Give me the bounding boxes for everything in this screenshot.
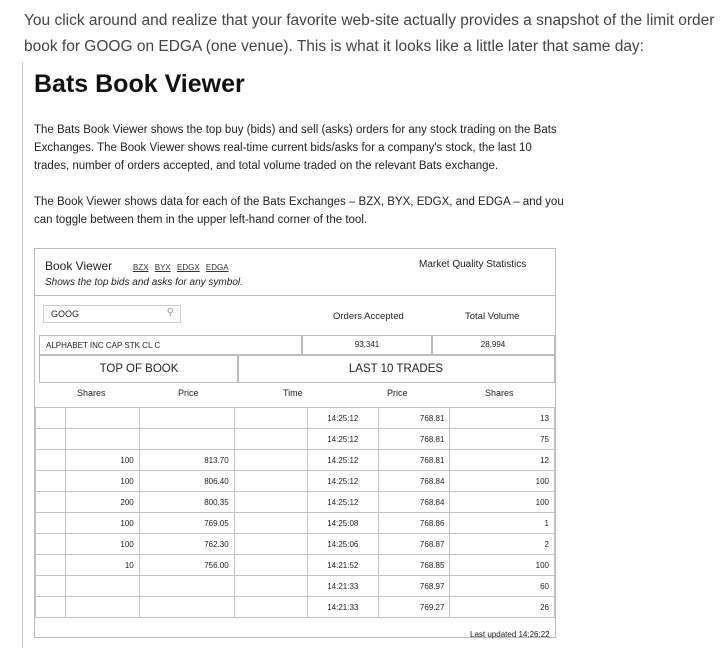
book-price-cell: 800.35 [139, 492, 234, 513]
trade-shares-cell: 1 [450, 513, 555, 534]
gutter-cell [36, 408, 66, 429]
book-shares-cell: 100 [65, 471, 139, 492]
description-paragraph-1: The Bats Book Viewer shows the top buy (bids) and sell (asks) orders for any stock trading on the Bats Exchanges. The Book Viewer shows real-time current bids/asks for a company's stock, the last 10 trades, number of orders accepted, and total volume traded on the relevant Bats exchange. [34, 124, 557, 172]
total-volume-value: 28,994 [431, 335, 555, 355]
book-shares-cell: 10 [65, 555, 139, 576]
divider [35, 295, 555, 296]
book-table [35, 407, 555, 618]
page-title: Bats Book Viewer [34, 70, 245, 98]
search-icon[interactable]: ⚲ [166, 307, 174, 318]
description-paragraph-2: The Book Viewer shows data for each of the Bats Exchanges – BZX, BYX, EDGX, and EDGA – and you can toggle between them in the upper left-hand corner of the tool. [34, 196, 564, 226]
book-shares-cell [65, 597, 139, 618]
trade-time-cell: 14:25:06 [307, 534, 378, 555]
table-row [36, 429, 555, 450]
book-viewer-label: Book Viewer [45, 259, 113, 273]
top-of-book-header: TOP OF BOOK [39, 355, 239, 383]
book-price-cell [139, 429, 234, 450]
book-price-cell: 756.00 [139, 555, 234, 576]
book-price-cell: 806.40 [139, 471, 234, 492]
col-header-time: Time [283, 388, 303, 398]
trade-time-cell: 14:25:12 [307, 429, 378, 450]
gutter-cell [36, 492, 66, 513]
intro-text: You click around and realize that your favorite web-site actually provides a snapshot of the limit order book for GOOG on EDGA (one venue). This is what it looks like a little later that same day: [24, 12, 715, 55]
table-row [36, 471, 555, 492]
gutter-cell [36, 597, 66, 618]
spacer-cell [234, 576, 307, 597]
book-viewer [34, 248, 556, 638]
trade-time-cell: 14:25:12 [307, 408, 378, 429]
viewer-header [45, 259, 233, 273]
exchange-link-byx[interactable]: BYX [154, 263, 171, 272]
book-shares-cell [65, 576, 139, 597]
market-quality-link[interactable]: Market Quality Statistics [419, 259, 527, 270]
book-shares-cell: 200 [65, 492, 139, 513]
book-shares-cell [65, 408, 139, 429]
spacer-cell [234, 534, 307, 555]
gutter-cell [36, 429, 66, 450]
trade-price-cell: 768.81 [379, 429, 450, 450]
trade-price-cell: 768.81 [379, 450, 450, 471]
table-row [36, 534, 555, 555]
book-shares-cell: 100 [65, 534, 139, 555]
table-row [36, 513, 555, 534]
book-price-cell [139, 408, 234, 429]
table-row [36, 576, 555, 597]
symbol-search-input[interactable] [43, 305, 181, 323]
trade-price-cell: 768.81 [379, 408, 450, 429]
trade-shares-cell: 75 [450, 429, 555, 450]
trade-time-cell: 14:21:52 [307, 555, 378, 576]
viewer-subtitle: Shows the top bids and asks for any symbol. [45, 277, 243, 288]
col-header-trade-price: Price [387, 388, 408, 398]
table-row [36, 492, 555, 513]
table-row [36, 597, 555, 618]
spacer-cell [234, 597, 307, 618]
spacer-cell [234, 450, 307, 471]
gutter-cell [36, 555, 66, 576]
trade-price-cell: 768.87 [379, 534, 450, 555]
spacer-cell [234, 471, 307, 492]
symbol-name: ALPHABET INC CAP STK CL C [46, 341, 161, 350]
gutter-cell [36, 450, 66, 471]
trade-shares-cell: 13 [450, 408, 555, 429]
search-value: GOOG [51, 309, 80, 319]
col-header-trade-shares: Shares [485, 388, 514, 398]
trade-price-cell: 768.84 [379, 492, 450, 513]
trade-time-cell: 14:25:12 [307, 450, 378, 471]
trade-shares-cell: 26 [450, 597, 555, 618]
trade-time-cell: 14:25:12 [307, 471, 378, 492]
spacer-cell [234, 408, 307, 429]
book-price-cell: 769.05 [139, 513, 234, 534]
trade-shares-cell: 60 [450, 576, 555, 597]
book-shares-cell: 100 [65, 450, 139, 471]
book-price-cell: 813.70 [139, 450, 234, 471]
trade-shares-cell: 100 [450, 555, 555, 576]
trade-time-cell: 14:21:33 [307, 597, 378, 618]
table-row [36, 408, 555, 429]
trade-price-cell: 768.97 [379, 576, 450, 597]
total-volume-label: Total Volume [465, 311, 520, 322]
last-updated: Last updated 14:26:22 [470, 630, 550, 639]
orders-accepted-label: Orders Accepted [333, 311, 404, 322]
orders-accepted-value: 93,341 [301, 335, 433, 355]
gutter-cell [36, 534, 66, 555]
gutter-cell [36, 576, 66, 597]
spacer-cell [234, 429, 307, 450]
last-trades-header: LAST 10 TRADES [237, 355, 555, 383]
gutter-cell [36, 471, 66, 492]
table-row [36, 555, 555, 576]
spacer-cell [234, 513, 307, 534]
col-header-price: Price [178, 388, 199, 398]
book-price-cell [139, 576, 234, 597]
spacer-cell [234, 555, 307, 576]
exchange-link-edgx[interactable]: EDGX [176, 263, 200, 272]
book-shares-cell [65, 429, 139, 450]
trade-price-cell: 768.84 [379, 471, 450, 492]
gutter-cell [36, 513, 66, 534]
trade-price-cell: 769.27 [379, 597, 450, 618]
spacer-cell [234, 492, 307, 513]
trade-price-cell: 768.86 [379, 513, 450, 534]
book-shares-cell: 100 [65, 513, 139, 534]
trade-shares-cell: 12 [450, 450, 555, 471]
trade-price-cell: 768.85 [379, 555, 450, 576]
symbol-name-box [39, 335, 303, 355]
trade-time-cell: 14:21:33 [307, 576, 378, 597]
col-header-shares: Shares [77, 388, 106, 398]
exchange-link-bzx[interactable]: BZX [132, 263, 149, 272]
trade-shares-cell: 2 [450, 534, 555, 555]
book-price-cell [139, 597, 234, 618]
trade-time-cell: 14:25:12 [307, 492, 378, 513]
exchange-link-edga[interactable]: EDGA [205, 263, 229, 272]
book-price-cell: 762.30 [139, 534, 234, 555]
trade-shares-cell: 100 [450, 492, 555, 513]
trade-time-cell: 14:25:08 [307, 513, 378, 534]
trade-shares-cell: 100 [450, 471, 555, 492]
exchange-links [133, 263, 233, 272]
table-row [36, 450, 555, 471]
